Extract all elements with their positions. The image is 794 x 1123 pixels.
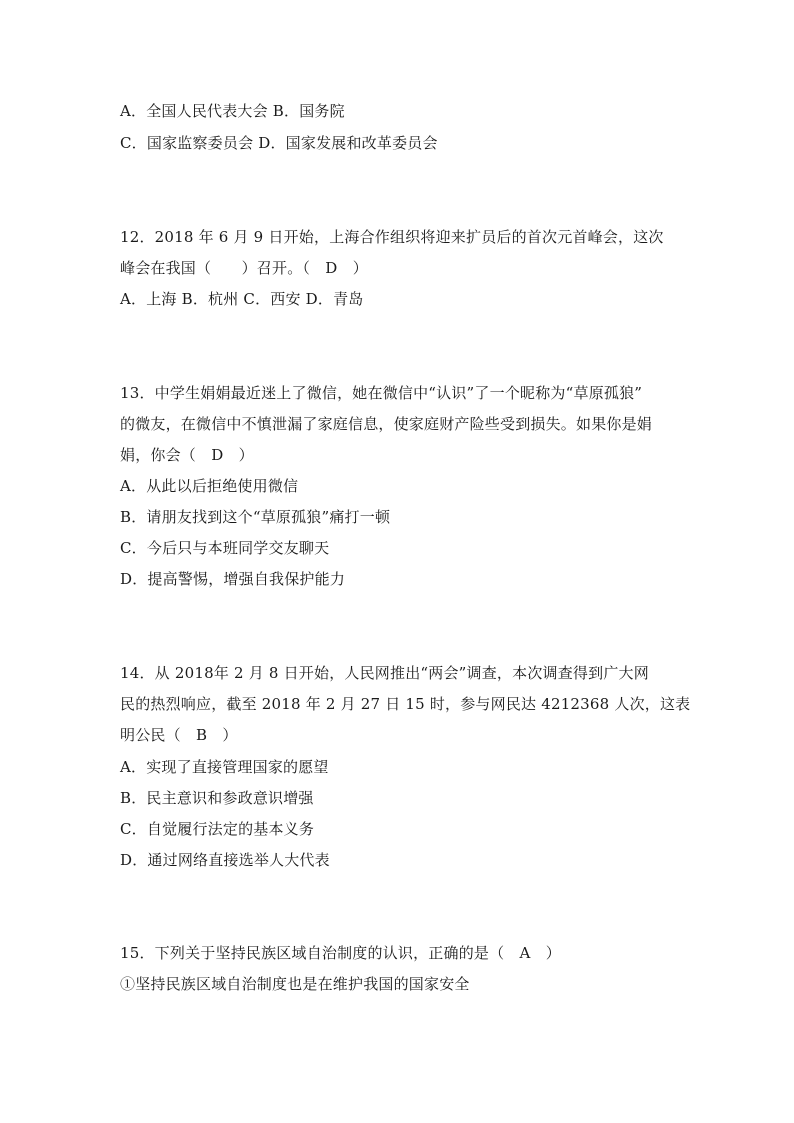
q15-item-1: ①坚持民族区域自治制度也是在维护我国的国家安全 xyxy=(120,975,470,993)
q14-stem-line-3: 明公民（ B ） xyxy=(120,726,238,744)
q12-stem-line-2: 峰会在我国（ ）召开。（ D ） xyxy=(120,259,368,277)
q15-stem-line-1: 15．下列关于坚持民族区域自治制度的认识，正确的是（ A ） xyxy=(120,944,561,962)
q13-option-d: D．提高警惕，增强自我保护能力 xyxy=(120,570,346,588)
q14-stem-line-2: 民的热烈响应，截至 2018 年 2 月 27 日 15 时，参与网民达 4212368 人次，这表 xyxy=(120,695,691,713)
q12-stem-line-1: 12．2018 年 6 月 9 日开始，上海合作组织将迎来扩员后的首次元首峰会，这次 xyxy=(120,228,664,246)
q14-stem-line-1: 14．从 2018年 2 月 8 日开始，人民网推出“两会”调查，本次调查得到广大网 xyxy=(120,664,649,682)
q13-stem-line-2: 的微友，在微信中不慎泄漏了家庭信息，使家庭财产险些受到损失。如果你是娟 xyxy=(120,415,653,433)
q13-option-a: A．从此以后拒绝使用微信 xyxy=(120,477,299,495)
q13-option-c: C．今后只与本班同学交友聊天 xyxy=(120,539,330,557)
q13-option-b: B．请朋友找到这个“草原孤狼”痛打一顿 xyxy=(120,508,391,526)
q13-stem-line-1: 13．中学生娟娟最近迷上了微信，她在微信中“认识”了一个昵称为“草原孤狼” xyxy=(120,384,643,402)
q12-options: A．上海 B．杭州 C．西安 D．青岛 xyxy=(120,290,364,308)
q11-options-line-2: C．国家监察委员会 D．国家发展和改革委员会 xyxy=(120,134,438,152)
q14-option-c: C．自觉履行法定的基本义务 xyxy=(120,820,315,838)
q14-option-d: D．通过网络直接选举人大代表 xyxy=(120,851,330,869)
q14-option-a: A．实现了直接管理国家的愿望 xyxy=(120,758,329,776)
q13-stem-line-3: 娟，你会（ D ） xyxy=(120,446,254,464)
q14-option-b: B．民主意识和参政意识增强 xyxy=(120,789,314,807)
q11-options-line-1: A．全国人民代表大会 B．国务院 xyxy=(120,102,345,120)
